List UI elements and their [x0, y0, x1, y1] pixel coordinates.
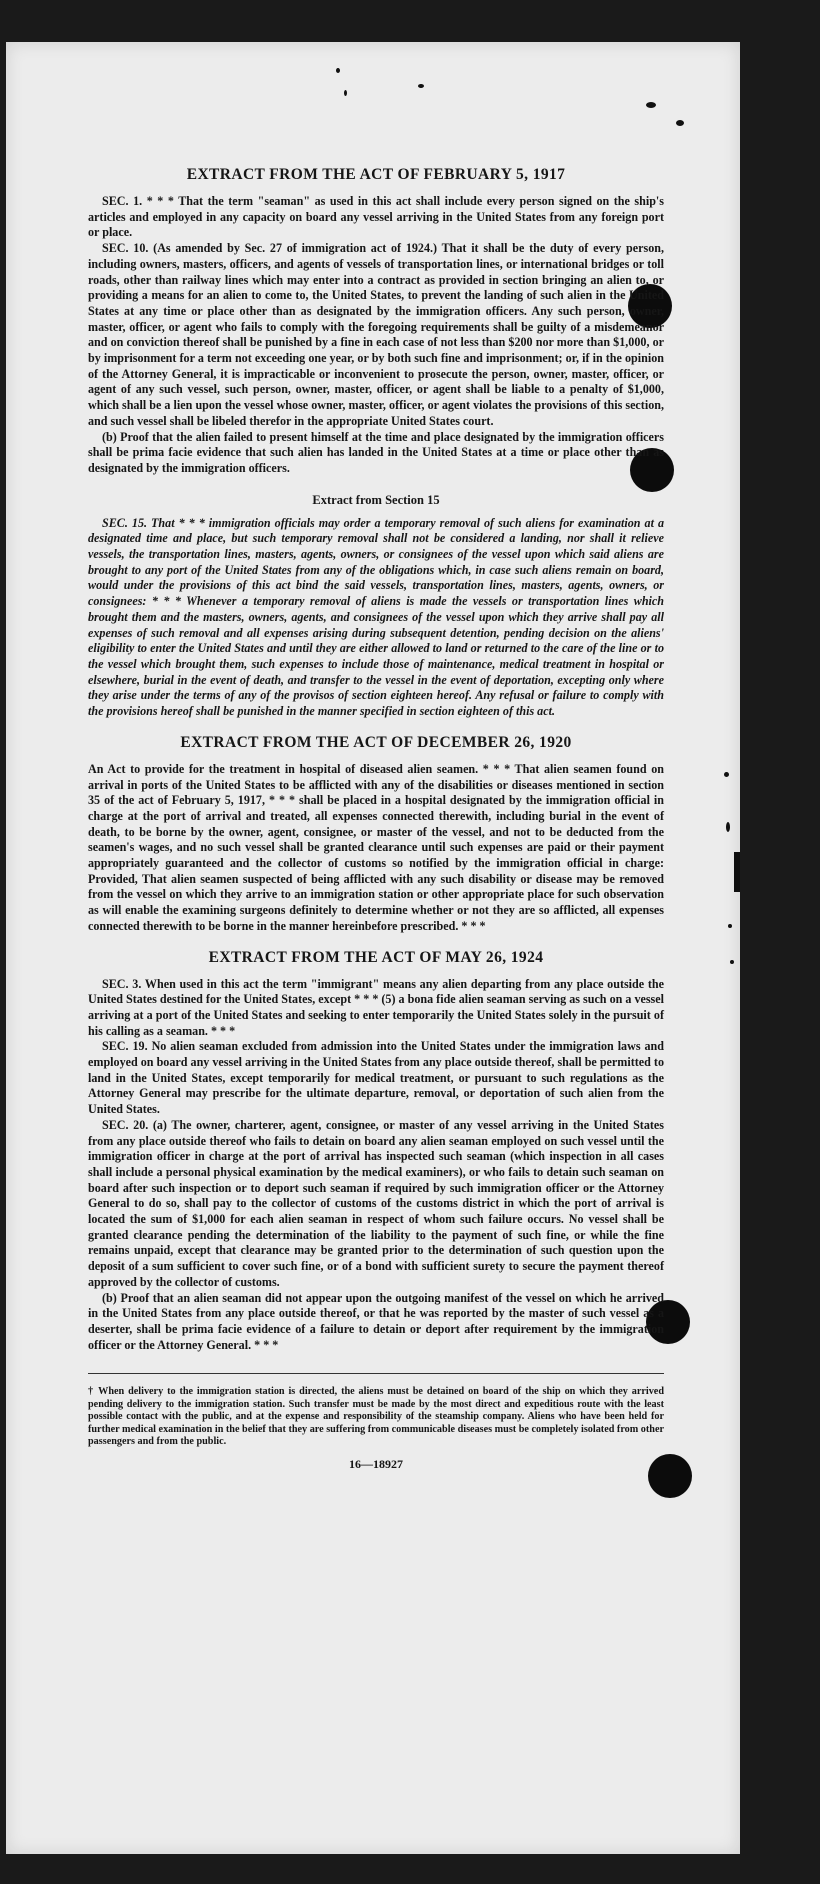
smudge-mark	[726, 822, 730, 832]
paragraph-sec-20-a: SEC. 20. (a) The owner, charterer, agent, consignee, or master of any vessel arriving in the United States from any place outside thereof who fails to detain on board any alien seaman employed on such vessel until the immigration officer in charge at the port of arrival has inspected such seaman (which inspection in all cases shall include a personal physical examination by the medical examiners), or who fails to detain such seaman on board after such inspection or to deport such seaman if required by such immigration officer or the Attorney General to do so, shall pay to the collector of customs of the customs district in which the port of arrival is located the sum of $1,000 for each alien seaman in respect of whom such failure occurs. No vessel shall be granted clearance pending the determination of the liability to the payment of such fine, or while the fine remains unpaid, except that clearance may be granted prior to the determination of such question upon the deposit of a sum sufficient to cover such fine, or of a bond with sufficient surety to secure the payment thereof approved by the collector of customs.	[88, 1117, 664, 1289]
section-act-december-1920	[88, 734, 664, 935]
footnote-divider	[88, 1373, 664, 1374]
footnote-text: † When delivery to the immigration station is directed, the aliens must be detained on board of the ship on which they arrived pending delivery to the immigration station. Such transfer must be made by the most direct and expeditious route with the least possible contact with the public, and at the expense and responsibility of the steamship company. Aliens who have been held for further medical examination in the belief that they are suffering from communicable diseases must be completely isolated from other passengers and from the public.	[88, 1386, 664, 1448]
smudge-mark	[728, 924, 732, 928]
paragraph-sec-1: SEC. 1. * * * That the term "seaman" as used in this act shall include every person signed on the ship's articles and employed in any capacity on board any vessel arriving in the United States from any foreign port or place.	[88, 194, 664, 240]
paragraph-sec-10: SEC. 10. (As amended by Sec. 27 of immigration act of 1924.) That it shall be the duty of every person, including owners, masters, officers, and agents of vessels of transportation lines, or international bridges or toll roads, other than railway lines which may enter into a contract as provided in section bringing an alien to, or providing a means for an alien to come to, the United States, to prevent the landing of such alien in the United States at any time or place other than as designated by the immigration officers. Any such person, owner, master, officer, or agent who fails to comply with the foregoing requirements shall be guilty of a misdemeanor and on conviction thereof shall be punished by a fine in each case of not less than $200 nor more than $1,000, or by imprisonment for a term not exceeding one year, or by both such fine and imprisonment; or, if in the opinion of the Attorney General, it is impracticable or inconvenient to prosecute the person, owner, master, officer, or agent of any such vessel, such person, owner, master, officer, or agent shall be liable to a penalty of $1,000, which shall be a lien upon the vessel whose owner, master, officer, or agent violates the provisions of this section, and such vessel shall be libeled therefor in the appropriate United States court.	[88, 241, 664, 428]
smudge-mark	[344, 90, 347, 96]
edge-mark	[734, 852, 740, 892]
paragraph-sec-19: SEC. 19. No alien seaman excluded from admission into the United States under the immigration laws and employed on board any vessel arriving in the United States from any place outside thereof, shall be permitted to land in the United States, except temporarily for medical treatment, or pursuant to such regulations as the Attorney General may prescribe for the ultimate departure, removal, or deportation of such alien from the United States.	[88, 1039, 664, 1117]
page-content	[88, 166, 664, 1472]
smudge-mark	[646, 102, 656, 108]
section-heading: Extract from Section 15	[312, 492, 440, 507]
section-act-february-1917	[88, 166, 664, 477]
paragraph-sec-15: SEC. 15. That * * * immigration officials may order a temporary removal of such aliens for examination at a designated time and place, but such temporary removal shall not be considered a landing, nor shall it relieve vessels, the transportation lines, masters, agents, owners, or consignees of the vessel upon which said aliens are brought to any port of the United States from any of the obligations which, in case such aliens remain on board, would under the provisions of this act bind the said vessels, transportation lines, masters, agents, owners, or consignees: * * * Whenever a temporary removal of aliens is made the vessels or transportation lines which brought them and the masters, owners, agents, and consignees of the vessel upon which they arrive shall pay all expenses of such removal and all expenses arising during subsequent detention, pending decision on the aliens' eligibility to enter the United States and until they are either allowed to land or returned to the care of the line or to the vessel which brought them, such expenses to include those of maintenance, medical treatment in hospital or elsewhere, burial in the event of death, and transfer to the vessel in the event of deportation, excepting only where they arise under the terms of any of the provisos of section eighteen hereof. Any refusal or failure to comply with the provisions hereof shall be punished in the manner specified in section eighteen of this act.	[88, 515, 664, 719]
paragraph-sec-10-b: (b) Proof that the alien failed to present himself at the time and place designated by the immigration officers shall be prima facie evidence that such alien has landed in the United States at a time or place other than as designated by the immigration officers.	[88, 429, 664, 475]
paragraph-hospital-act: An Act to provide for the treatment in hospital of diseased alien seamen. * * * That alien seamen found on arrival in ports of the United States to be afflicted with any of the disabilities or diseases mentioned in section 35 of the act of February 5, 1917, * * * shall be placed in a hospital designated by the immigration official in charge at the port of arrival and treated, all expenses connected therewith, including burial in the event of death, to be borne by the owner, agent, consignee, or master of the vessel, and not to be deducted from the seamen's wages, and no such vessel shall be granted clearance until such expenses are paid or their payment appropriately guaranteed and the collector of customs so notified by the immigration official in charge: Provided, That alien seamen suspected of being afflicted with any such disability or disease may be removed from the vessel on which they arrive to an immigration station or other appropriate place for such observation as will enable the examining surgeons definitely to determine whether or not they are so afflicted, all expenses connected therewith to be borne in the manner hereinbefore prescribed. * * *	[88, 761, 664, 933]
smudge-mark	[676, 120, 684, 126]
page-number: 16—18927	[349, 1456, 403, 1471]
paragraph-sec-20-b: (b) Proof that an alien seaman did not appear upon the outgoing manifest of the vessel on which he arrived in the United States from any place outside thereof, or that he was reported by the master of such vessel as a deserter, shall be prima facie evidence of a failure to detain or deport after requirement by the immigration officer or the Attorney General. * * *	[88, 1290, 664, 1352]
paragraph-sec-3: SEC. 3. When used in this act the term "immigrant" means any alien departing from any place outside the United States destined for the United States, except * * * (5) a bona fide alien seaman serving as such on a vessel arriving at a port of the United States and seeking to enter temporarily the United States solely in the pursuit of his calling as a seaman. * * *	[88, 976, 664, 1038]
section-extract-section-15	[88, 493, 664, 720]
section-heading: EXTRACT FROM THE ACT OF MAY 26, 1924	[208, 948, 544, 966]
smudge-mark	[730, 960, 734, 964]
smudge-mark	[336, 68, 340, 73]
footnote	[88, 1386, 664, 1449]
section-act-may-1924	[88, 949, 664, 1354]
section-heading: EXTRACT FROM THE ACT OF FEBRUARY 5, 1917	[186, 166, 566, 183]
smudge-mark	[724, 772, 729, 777]
smudge-mark	[418, 84, 424, 88]
document-page	[6, 42, 740, 1854]
section-heading: EXTRACT FROM THE ACT OF DECEMBER 26, 1920	[180, 733, 572, 751]
